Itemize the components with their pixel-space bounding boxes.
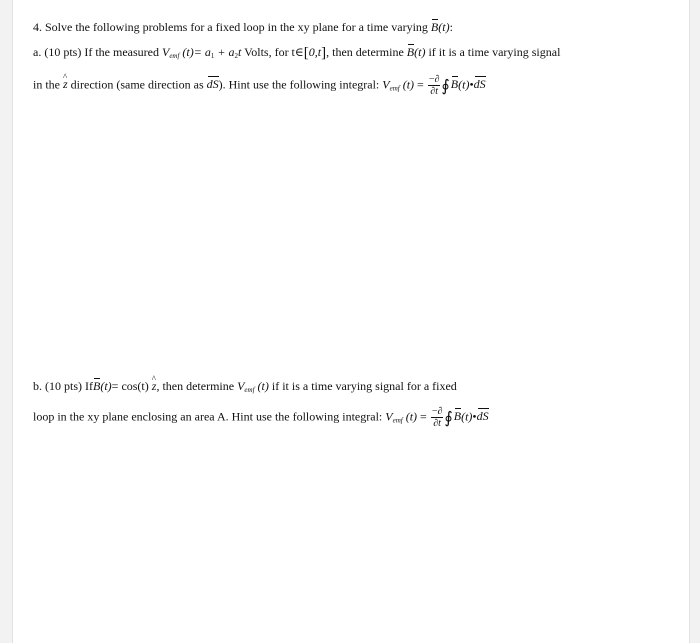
b-vector-arg: (t): [461, 409, 473, 424]
z-hat: ^ z: [63, 76, 68, 92]
ds-vector: dS: [473, 77, 486, 92]
v-emf-symbol: V: [161, 45, 170, 59]
part-b-eq: = cos(t): [111, 379, 149, 393]
problem-intro-text: Solve the following problems for a fixed loop in the xy plane for a time varying: [45, 20, 428, 34]
part-a-line2-text-1: in the: [33, 77, 60, 92]
b-vector: B: [450, 77, 459, 92]
v-emf-subscript: emf: [169, 52, 180, 60]
eq-plus-a2: + a: [214, 45, 235, 59]
v-emf-subscript: emf: [389, 84, 400, 93]
v-emf-symbol: V: [382, 77, 390, 92]
intro-colon: :: [449, 20, 453, 34]
equals: =: [417, 409, 430, 424]
element-of: ∈: [294, 45, 304, 59]
part-a-text-1: If the measured: [84, 45, 159, 59]
partial-derivative: $\frac{-\partial}{\partial t}$: [428, 74, 440, 97]
interval: 0,t: [308, 45, 322, 59]
b-vector-arg: (t): [458, 77, 470, 92]
contour-integral: ∮: [444, 410, 453, 428]
v-emf-arg: (t): [257, 379, 269, 393]
b-vector-arg: (t): [438, 20, 450, 34]
b-vector: B: [430, 20, 439, 34]
b-vector-arg: (t): [100, 379, 112, 393]
v-emf-subscript: emf: [392, 416, 403, 425]
v-emf-arg: (t): [405, 409, 418, 424]
part-b-label: b.: [33, 379, 42, 393]
z-hat: ^ z: [152, 378, 157, 394]
v-emf-symbol: V: [237, 379, 245, 393]
v-emf-arg: (t): [182, 45, 194, 59]
b-vector: B: [93, 379, 101, 393]
equals: =: [414, 77, 427, 92]
part-a-points: (10 pts): [44, 45, 82, 59]
part-a-label: a.: [33, 45, 42, 59]
part-a-line-2: [33, 74, 486, 97]
contour-integral: ∮: [441, 78, 450, 96]
part-a-line-1: a. (10 pts) If the measured $V_{emf}$ $(t)= a_1 + a_2t$ Volts, for t∈[0,t], then determine B(t) if it is a time varying signal: [33, 45, 561, 61]
part-b-line2-text: loop in the xy plane enclosing an area A. Hint use the following integral:: [33, 409, 383, 424]
a1-subscript: 1: [210, 52, 215, 60]
part-a-line2-text-2: direction (same direction as: [70, 77, 204, 92]
b-vector: B: [406, 45, 415, 59]
ds-vector: dS: [476, 409, 489, 424]
part-b-line-1: [33, 378, 457, 398]
problem-intro-line: [33, 19, 453, 35]
part-a-text-4: if it is a time varying signal: [428, 45, 561, 59]
part-b-text-3: if it is a time varying signal for a fixed: [271, 379, 457, 393]
part-b-line-2: [33, 406, 489, 429]
part-b-points: (10 pts): [45, 379, 82, 393]
part-b-text-2: , then determine: [156, 379, 235, 393]
b-vector-arg: (t): [414, 45, 426, 59]
ds-vector: dS: [206, 77, 219, 92]
part-b-text-1: If: [85, 379, 93, 393]
document-page: [12, 0, 690, 643]
b-vector: B: [453, 409, 462, 424]
a2-subscript: 2: [234, 52, 238, 60]
v-emf-symbol: V: [385, 409, 393, 424]
dot-product: •: [469, 77, 474, 92]
eq-t: t: [237, 45, 242, 59]
part-a-text-2: Volts, for t: [244, 45, 295, 59]
partial-derivative: $\frac{-\partial}{\partial t}$: [431, 406, 443, 429]
v-emf-arg: (t): [402, 77, 415, 92]
part-a-line2-text-3: ). Hint use the following integral:: [218, 77, 380, 92]
problem-number: 4.: [33, 20, 42, 34]
part-a-text-3: , then determine: [326, 45, 404, 59]
dot-product: •: [472, 409, 477, 424]
eq-rhs-a1: = a: [193, 45, 211, 59]
v-emf-subscript: emf: [244, 386, 255, 394]
